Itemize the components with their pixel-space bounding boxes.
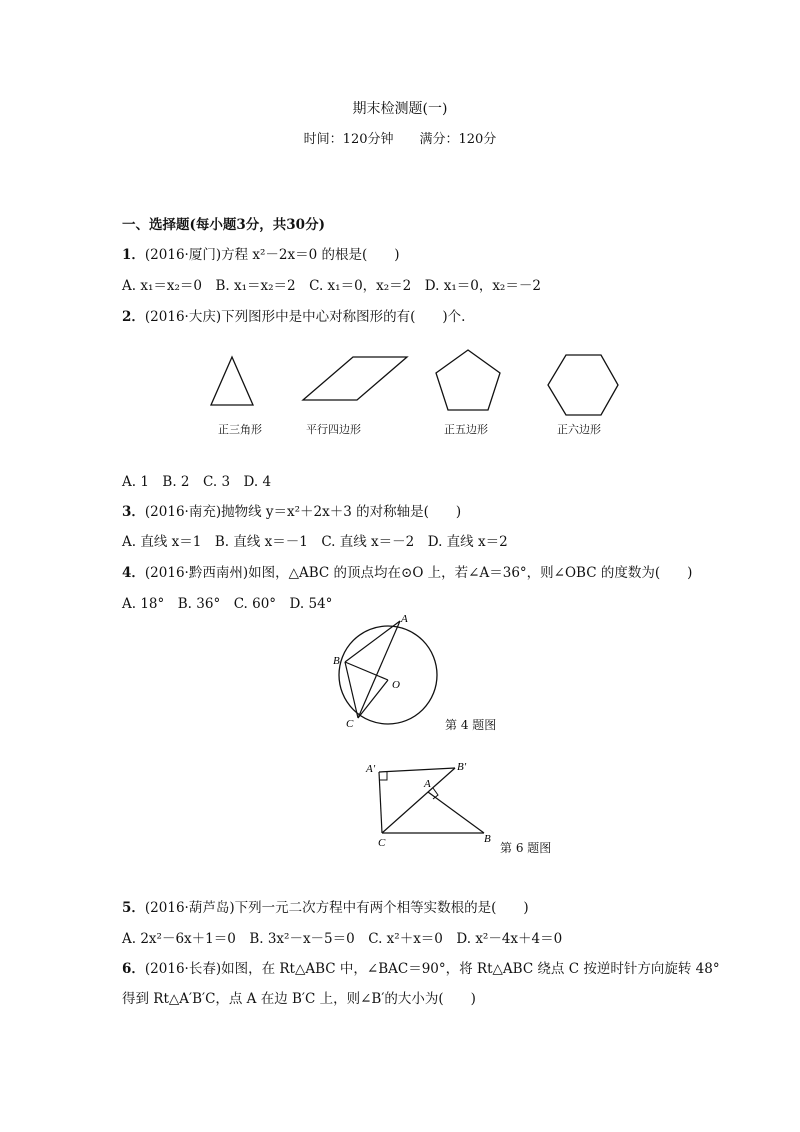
parallelogram-shape	[303, 357, 407, 400]
shape-label: 正三角形	[218, 423, 262, 436]
point-label: A	[401, 613, 408, 625]
question-number: 3．	[122, 504, 145, 520]
exam-info: 时间：120分钟 满分：120分	[303, 132, 497, 147]
question-number: 2．	[122, 309, 145, 325]
question-3-options: A. 直线 x＝1 B. 直线 x＝－1 C. 直线 x＝－2 D. 直线 x＝2	[122, 534, 508, 550]
question-3	[122, 500, 461, 520]
question-number: 5．	[122, 900, 145, 916]
point-label: C	[378, 837, 386, 849]
question-6	[122, 957, 720, 977]
question-number: 4．	[122, 565, 145, 581]
point-label: O	[392, 679, 400, 691]
point-label: B	[333, 655, 340, 667]
circle-o	[339, 626, 437, 724]
question-2-options: A. 1 B. 2 C. 3 D. 4	[122, 474, 272, 490]
question-4-options: A. 18° B. 36° C. 60° D. 54°	[122, 596, 333, 612]
point-label: C	[346, 718, 354, 730]
point-label: B	[484, 833, 491, 845]
question-stem: (2016·大庆)下列图形中是中心对称图形的有( )个.	[144, 309, 466, 325]
question-2	[122, 305, 465, 325]
shape-label: 正五边形	[444, 423, 488, 436]
question-stem: (2016·南充)抛物线 y＝x²＋2x＋3 的对称轴是( )	[144, 504, 462, 520]
hexagon-shape	[548, 355, 618, 415]
question-1-options: A. x₁＝x₂＝0 B. x₁＝x₂＝2 C. x₁＝0，x₂＝2 D. x₁＝0，x₂＝－2	[122, 278, 541, 294]
section-heading: 一、选择题(每小题3分，共30分)	[122, 217, 325, 233]
question-5	[122, 896, 529, 916]
point-label: A′	[366, 763, 376, 775]
point-label: A	[424, 778, 431, 790]
question-number: 6．	[122, 961, 145, 977]
figure-6	[360, 760, 500, 850]
question-6-continued: 得到 Rt△A′B′C，点 A 在边 B′C 上，则∠B′的大小为( )	[122, 991, 476, 1007]
shape-label: 正六边形	[557, 423, 601, 436]
question-stem: (2016·黔西南州)如图，△ABC 的顶点均在⊙O 上，若∠A＝36°，则∠OBC 的度数为( )	[144, 565, 693, 581]
question-5-options: A. 2x²－6x＋1＝0 B. 3x²－x－5＝0 C. x²＋x＝0 D. x²－4x＋4＝0	[122, 931, 563, 947]
page-title: 期末检测题(一)	[352, 101, 448, 117]
pentagon-shape	[436, 350, 500, 410]
figure-caption: 第 6 题图	[500, 841, 552, 855]
shape-label: 平行四边形	[306, 423, 361, 436]
question-stem: (2016·长春)如图，在 Rt△ABC 中，∠BAC＝90°，将 Rt△ABC 绕点 C 按逆时针方向旋转 48°	[144, 961, 720, 977]
question-stem: (2016·葫芦岛)下列一元二次方程中有两个相等实数根的是( )	[144, 900, 529, 916]
question-1	[122, 243, 400, 263]
question-stem: (2016·厦门)方程 x²－2x＝0 的根是( )	[144, 247, 400, 263]
point-label: B′	[457, 761, 467, 773]
figure-caption: 第 4 题图	[445, 718, 497, 732]
triangle-shape	[211, 357, 253, 405]
question-number: 1．	[122, 247, 145, 263]
question-4	[122, 561, 692, 581]
